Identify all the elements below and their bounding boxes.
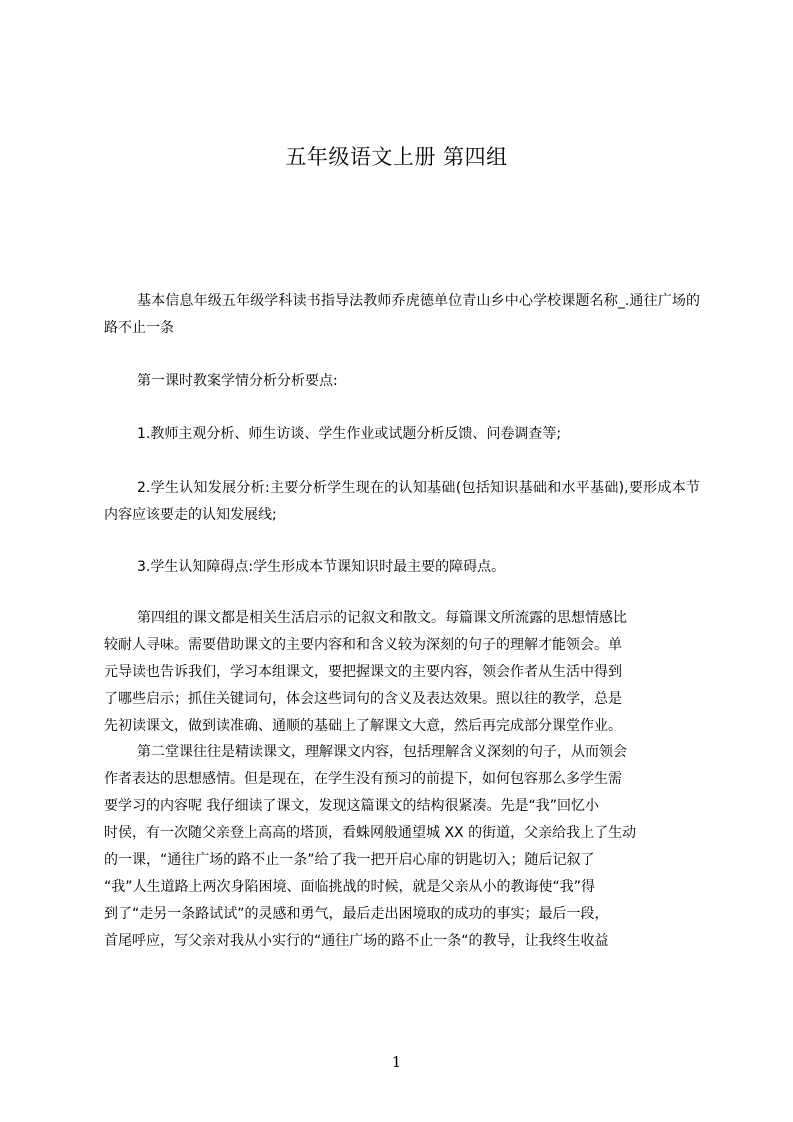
- page-title: 五年级语文上册 第四组: [285, 145, 508, 169]
- basic-info-paragraph: 基本信息年级五年级学科读书指导法教师乔虎德单位青山乡中心学校课题名称_.通往广场的路不止一条: [104, 293, 700, 336]
- body-paragraph-2: 第二堂课往往是精读课文，理解课文内容，包括理解含义深刻的句子，从而领会 作者表达的思想感情。但是现在，在学生没有预习的前提下，如何包容那么多学生需 要学习的内容呢 我仔细读了课文，发现这篇课文的结构很紧凑。先是“我”回忆小 时侯，有一次随父亲登上高高的塔顶，看蛛网般通望城 XX 的街道，父亲给我上了生动 的一课，“通往广场的路不止一条”给了我一把开启心扉的钥匙切入；随后记叙了 “我”人生道路上两次身陷困境、面临挑战的时候，就是父亲从小的教诲使“我”得 到了“走另一条路试试”的灵感和勇气，最后走出困境取的成功的事实；最后一段， 首尾呼应，写父亲对我从小实行的“通往广场的路不止一条“的教导，让我终生收益: [104, 744, 637, 949]
- analysis-point-2: 2.学生认知发展分析:主要分析学生现在的认知基础(包括知识基础和水平基础),要形成本节内容应该要走的认知发展线;: [104, 480, 700, 523]
- analysis-point-1: 1.教师主观分析、师生访谈、学生作业或试题分析反馈、问卷调查等;: [137, 426, 562, 442]
- first-lesson-heading: 第一课时教案学情分析分析要点:: [137, 373, 338, 389]
- page-number: 1: [391, 1053, 402, 1071]
- analysis-point-3: 3.学生认知障碍点:学生形成本节课知识时最主要的障碍点。: [137, 559, 506, 575]
- body-paragraph-1: 第四组的课文都是相关生活启示的记叙文和散文。每篇课文所流露的思想情感比 较耐人寻味。需要借助课文的主要内容和和含义较为深刻的句子的理解才能领会。单 元导读也告诉我们，学习本组课文，要把握课文的主要内容，领会作者从生活中得到 了哪些启示；抓住关键词句，体会这些词句的含义及表达效果。照以往的教学，总是 先初读课文，做到读准确、通顺的基础上了解课文大意，然后再完成部分课堂作业。: [104, 610, 627, 734]
